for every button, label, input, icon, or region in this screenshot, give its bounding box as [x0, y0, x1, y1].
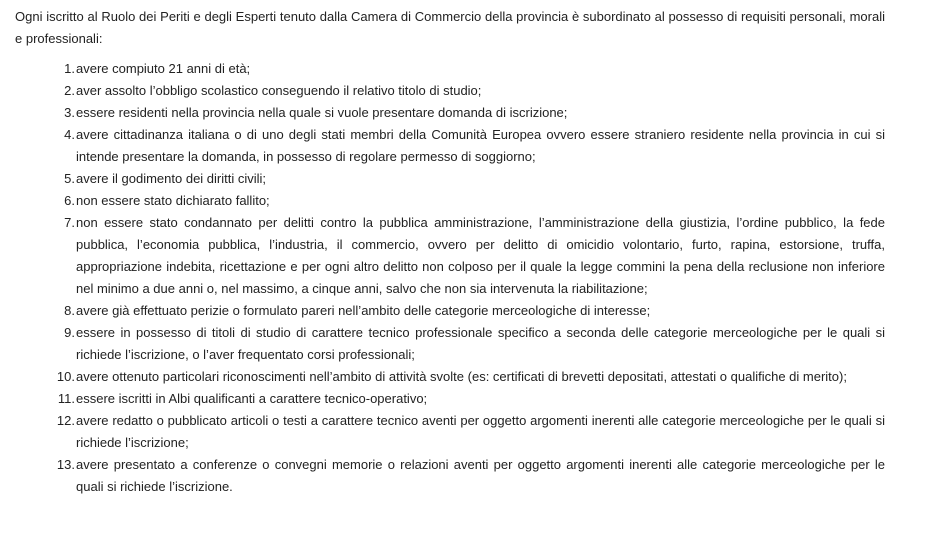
list-item	[15, 366, 885, 388]
list-item-number: 5.	[64, 171, 75, 186]
list-item-number: 4.	[64, 127, 75, 142]
list-item-text: avere redatto o pubblicato articoli o testi a carattere tecnico aventi per oggetto argomenti inerenti alle categorie merceologiche per le quali si richiede l’iscrizione;	[76, 413, 885, 450]
list-item-number: 12.	[56, 413, 75, 428]
list-item	[15, 58, 885, 80]
requirements-list	[15, 58, 885, 498]
intro-paragraph: Ogni iscritto al Ruolo dei Periti e degli Esperti tenuto dalla Camera di Commercio della provincia è subordinato al possesso di requisiti personali, morali e professionali:	[15, 9, 885, 46]
list-item-text: avere il godimento dei diritti civili;	[76, 171, 267, 186]
list-item	[15, 300, 885, 322]
list-item-number: 2.	[64, 83, 75, 98]
list-item-text: avere già effettuato perizie o formulato pareri nell’ambito delle categorie merceologiche di interesse;	[76, 303, 651, 318]
list-item-number: 10.	[56, 369, 75, 384]
list-item-text: essere in possesso di titoli di studio di carattere tecnico professionale specifico a seconda delle categorie merceologiche per le quali si richiede l’iscrizione, o l’aver frequentato corsi professionali;	[76, 325, 885, 362]
list-item	[15, 388, 885, 410]
list-item-text: avere presentato a conferenze o convegni memorie o relazioni aventi per oggetto argomenti inerenti alle categorie merceologiche per le quali si richiede l’iscrizione.	[76, 457, 885, 494]
list-item-number: 1.	[64, 61, 75, 76]
list-item	[15, 168, 885, 190]
list-item-text: essere residenti nella provincia nella quale si vuole presentare domanda di iscrizione;	[76, 105, 568, 120]
list-item-number: 3.	[64, 105, 75, 120]
list-item	[15, 80, 885, 102]
list-item	[15, 102, 885, 124]
list-item-text: non essere stato condannato per delitti contro la pubblica amministrazione, l’amministrazione della giustizia, l’ordine pubblico, la fede pubblica, l’economia pubblica, l’industria, il commercio, ovvero per delitto di omicidio volontario, furto, rapina, estorsione, truffa, appropriazione indebita, ricettazione e per ogni altro delitto non colposo per il quale la legge commini la pena della reclusione non inferiore nel minimo a due anni o, nel massimo, a cinque anni, salvo che non sia intervenuta la riabilitazione;	[76, 215, 885, 296]
list-item	[15, 212, 885, 300]
list-item	[15, 190, 885, 212]
list-item-number: 8.	[64, 303, 75, 318]
list-item-text: avere compiuto 21 anni di età;	[76, 61, 251, 76]
list-item-number: 6.	[64, 193, 75, 208]
list-item-number: 7.	[64, 215, 75, 230]
list-item	[15, 410, 885, 454]
list-item-number: 11.	[57, 391, 75, 406]
list-item	[15, 454, 885, 498]
list-item-text: aver assolto l’obbligo scolastico conseguendo il relativo titolo di studio;	[76, 83, 482, 98]
list-item-number: 9.	[64, 325, 75, 340]
list-item-text: essere iscritti in Albi qualificanti a carattere tecnico-operativo;	[76, 391, 428, 406]
list-item	[15, 322, 885, 366]
list-item-number: 13.	[56, 457, 75, 472]
list-item-text: non essere stato dichiarato fallito;	[76, 193, 270, 208]
list-item	[15, 124, 885, 168]
list-item-text: avere cittadinanza italiana o di uno degli stati membri della Comunità Europea ovvero essere straniero residente nella provincia in cui si intende presentare la domanda, in possesso di regolare permesso di soggiorno;	[76, 127, 885, 164]
list-item-text: avere ottenuto particolari riconoscimenti nell’ambito di attività svolte (es: certificati di brevetti depositati, attestati o qualifiche di merito);	[76, 369, 847, 384]
